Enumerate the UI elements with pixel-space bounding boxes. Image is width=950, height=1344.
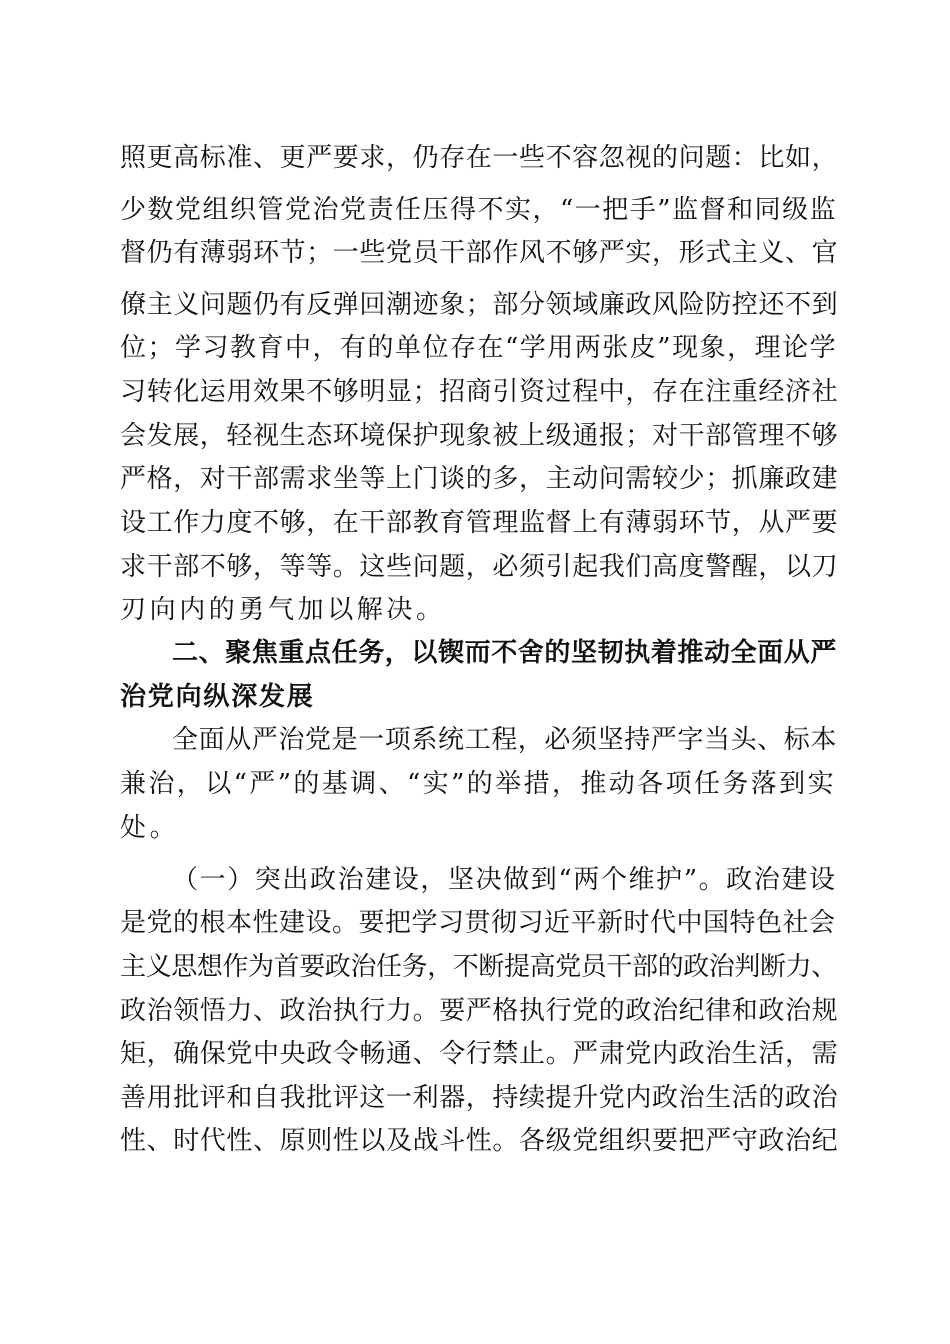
- body-text-line: 善用批评和自我批评这一利器，持续提升党内政治生活的政治: [120, 1083, 839, 1113]
- body-text-line: 处。: [120, 813, 180, 843]
- body-text-line: 照更高标准、更严要求，仍存在一些不容忽视的问题：比如，: [120, 143, 839, 173]
- section-heading: 治党向纵深发展: [120, 682, 315, 712]
- body-text-line: 位；学习教育中，有的单位存在“学用两张皮”现象，理论学: [120, 333, 838, 363]
- body-text-line: 习转化运用效果不够明显；招商引资过程中，存在注重经济社: [120, 377, 839, 407]
- body-text-line: 性、时代性、原则性以及战斗性。各级党组织要把严守政治纪: [120, 1126, 839, 1156]
- body-text-line: 僚主义问题仍有反弹回潮迹象；部分领域廉政风险防控还不到: [120, 290, 839, 320]
- body-text-line: 兼治，以“严”的基调、“实”的举措，推动各项任务落到实: [120, 769, 836, 799]
- subsection-heading-line: （一）突出政治建设，坚决做到“两个维护”。政治建设: [172, 865, 837, 895]
- body-text-line: 刃向内的勇气加以解决。: [120, 595, 446, 625]
- body-text-line: 是党的根本性建设。要把学习贯彻习近平新时代中国特色社会: [120, 908, 836, 938]
- paragraph-start-line: 全面从严治党是一项系统工程，必须坚持严字当头、标本: [172, 725, 838, 755]
- body-text-line: 会发展，轻视生态环境保护现象被上级通报；对干部管理不够: [120, 421, 839, 451]
- body-text-line: 矩，确保党中央政令畅通、令行禁止。严肃党内政治生活，需: [120, 1039, 839, 1069]
- body-text-line: 求干部不够，等等。这些问题，必须引起我们高度警醒，以刀: [120, 552, 839, 582]
- body-text-line: 少数党组织管党治党责任压得不实，“一把手”监督和同级监: [120, 195, 838, 225]
- body-text-line: 主义思想作为首要政治任务，不断提高党员干部的政治判断力、: [120, 952, 837, 982]
- body-text-line: 督仍有薄弱环节；一些党员干部作风不够严实，形式主义、官: [120, 238, 839, 268]
- section-heading: 二、聚焦重点任务，以锲而不舍的坚韧执着推动全面从严: [172, 638, 838, 668]
- body-text-line: 设工作力度不够，在干部教育管理监督上有薄弱环节，从严要: [120, 508, 839, 538]
- body-text-line: 严格，对干部需求坐等上门谈的多，主动问需较少；抓廉政建: [120, 464, 839, 494]
- body-text-line: 政治领悟力、政治执行力。要严格执行党的政治纪律和政治规: [120, 996, 839, 1026]
